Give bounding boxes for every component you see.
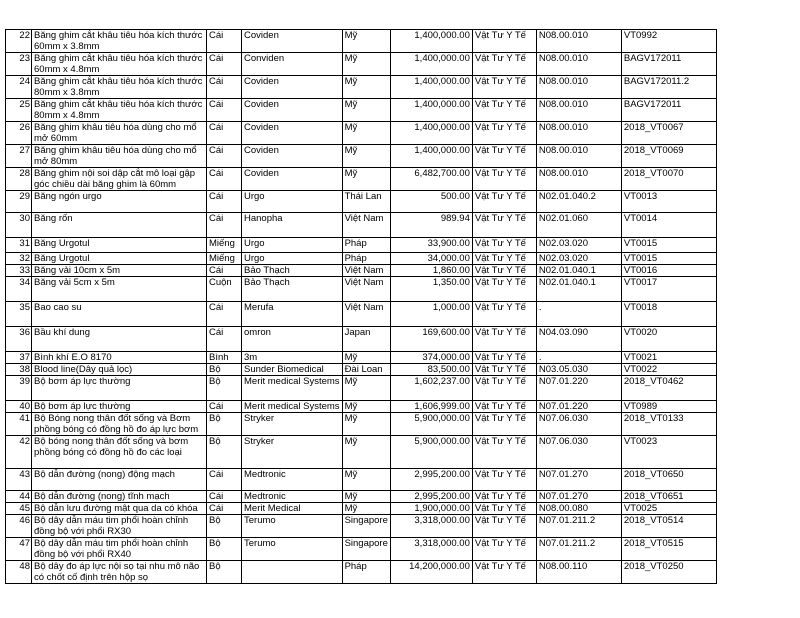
group-cell: Vật Tư Y Tế — [472, 145, 536, 168]
item-code-cell: VT0013 — [621, 191, 716, 213]
item-code-cell: VT0020 — [621, 327, 716, 352]
price-cell: 1,602,237.00 — [390, 376, 472, 401]
row-number: 29 — [6, 191, 32, 213]
country-cell: Mỹ — [342, 76, 390, 99]
unit-cell: Cái — [207, 401, 242, 413]
table-row — [6, 168, 717, 191]
item-code-cell: 2018_VT0515 — [621, 538, 716, 561]
maker-cell: Urgo — [242, 191, 343, 213]
row-number: 43 — [6, 469, 32, 491]
price-cell: 6,482,700.00 — [390, 168, 472, 191]
item-name: Băng ghim cắt khâu tiêu hóa kích thước 80mm x 4.8mm — [32, 99, 207, 122]
maker-cell: Coviden — [242, 168, 343, 191]
code-cell: N08.00.010 — [536, 168, 621, 191]
unit-cell: Cái — [207, 191, 242, 213]
unit-cell: Cái — [207, 302, 242, 327]
table-row — [6, 327, 717, 352]
table-row — [6, 302, 717, 327]
price-cell: 2,995,200.00 — [390, 491, 472, 503]
table-row — [6, 538, 717, 561]
table-row — [6, 238, 717, 253]
item-code-cell: VT0023 — [621, 436, 716, 469]
code-cell: N08.00.010 — [536, 76, 621, 99]
table-row — [6, 145, 717, 168]
group-cell: Vật Tư Y Tế — [472, 503, 536, 515]
group-cell: Vật Tư Y Tế — [472, 538, 536, 561]
unit-cell: Bộ — [207, 538, 242, 561]
item-name: Bộ dây dẫn máu tim phổi hoàn chỉnh đồng bộ với phổi RX30 — [32, 515, 207, 538]
item-name: Băng ghim cắt khâu tiêu hóa kích thước 60mm x 3.8mm — [32, 30, 207, 53]
row-number: 33 — [6, 265, 32, 277]
price-cell: 5,900,000.00 — [390, 436, 472, 469]
maker-cell: Hanopha — [242, 213, 343, 238]
group-cell: Vật Tư Y Tế — [472, 352, 536, 364]
item-code-cell: VT0017 — [621, 277, 716, 302]
item-code-cell: BAGV172011 — [621, 53, 716, 76]
country-cell: Mỹ — [342, 53, 390, 76]
item-name: Băng ghim cắt khâu tiêu hóa kích thước 80mm x 3.8mm — [32, 76, 207, 99]
table-row — [6, 30, 717, 53]
price-cell: 169,600.00 — [390, 327, 472, 352]
group-cell: Vật Tư Y Tế — [472, 122, 536, 145]
price-cell: 989.94 — [390, 213, 472, 238]
country-cell: Singapore — [342, 515, 390, 538]
item-code-cell: 2018_VT0650 — [621, 469, 716, 491]
code-cell: N04.03.090 — [536, 327, 621, 352]
table-row — [6, 436, 717, 469]
item-name: Bộ dẫn đường (nong) động mạch — [32, 469, 207, 491]
code-cell: N08.00.110 — [536, 561, 621, 584]
item-name: Bầu khí dung — [32, 327, 207, 352]
country-cell: Mỹ — [342, 122, 390, 145]
item-name: Bộ dây đo áp lực nội sọ tại nhu mô não có chốt cố định trên hộp sọ — [32, 561, 207, 584]
unit-cell: Cái — [207, 145, 242, 168]
table-row — [6, 364, 717, 376]
table-row — [6, 376, 717, 401]
country-cell: Mỹ — [342, 401, 390, 413]
maker-cell: 3m — [242, 352, 343, 364]
row-number: 41 — [6, 413, 32, 436]
price-cell: 34,000.00 — [390, 253, 472, 265]
item-code-cell: 2018_VT0651 — [621, 491, 716, 503]
table-row — [6, 213, 717, 238]
item-name: Bộ bóng nong thân đốt sống và bơm phồng bóng có đồng hồ đo các loại — [32, 436, 207, 469]
item-code-cell: VT0021 — [621, 352, 716, 364]
country-cell: Singapore — [342, 538, 390, 561]
item-name: Bộ dây dẫn máu tim phổi hoàn chỉnh đồng bộ với phổi RX40 — [32, 538, 207, 561]
table-body — [6, 30, 717, 584]
country-cell: Thái Lan — [342, 191, 390, 213]
row-number: 27 — [6, 145, 32, 168]
group-cell: Vật Tư Y Tế — [472, 515, 536, 538]
item-code-cell: VT0015 — [621, 253, 716, 265]
table-row — [6, 491, 717, 503]
supplies-table — [5, 29, 717, 584]
row-number: 48 — [6, 561, 32, 584]
maker-cell: Terumo — [242, 538, 343, 561]
row-number: 28 — [6, 168, 32, 191]
maker-cell: Terumo — [242, 515, 343, 538]
maker-cell: Merit medical Systems — [242, 401, 343, 413]
price-cell: 1,606,999.00 — [390, 401, 472, 413]
country-cell: Mỹ — [342, 145, 390, 168]
group-cell: Vật Tư Y Tế — [472, 99, 536, 122]
price-cell: 1,400,000.00 — [390, 76, 472, 99]
unit-cell: Cái — [207, 469, 242, 491]
table-row — [6, 561, 717, 584]
price-cell: 1,400,000.00 — [390, 122, 472, 145]
group-cell: Vật Tư Y Tế — [472, 491, 536, 503]
table-row — [6, 191, 717, 213]
unit-cell: Cái — [207, 168, 242, 191]
code-cell: N08.00.010 — [536, 122, 621, 145]
country-cell: Mỹ — [342, 469, 390, 491]
item-name: Băng ngón urgo — [32, 191, 207, 213]
price-cell: 2,995,200.00 — [390, 469, 472, 491]
row-number: 34 — [6, 277, 32, 302]
country-cell: Mỹ — [342, 413, 390, 436]
unit-cell: Cái — [207, 491, 242, 503]
item-code-cell: VT0015 — [621, 238, 716, 253]
country-cell: Việt Nam — [342, 213, 390, 238]
row-number: 24 — [6, 76, 32, 99]
group-cell: Vật Tư Y Tế — [472, 436, 536, 469]
unit-cell: Bình — [207, 352, 242, 364]
group-cell: Vật Tư Y Tế — [472, 561, 536, 584]
unit-cell: Cái — [207, 53, 242, 76]
price-cell: 3,318,000.00 — [390, 515, 472, 538]
row-number: 30 — [6, 213, 32, 238]
code-cell: N02.03.020 — [536, 253, 621, 265]
maker-cell: Coviden — [242, 76, 343, 99]
price-cell: 1,400,000.00 — [390, 99, 472, 122]
unit-cell: Bộ — [207, 561, 242, 584]
maker-cell: Conviden — [242, 53, 343, 76]
table-row — [6, 53, 717, 76]
table-row — [6, 76, 717, 99]
item-name: Băng Urgotul — [32, 238, 207, 253]
group-cell: Vật Tư Y Tế — [472, 364, 536, 376]
item-name: Băng ghim cắt khâu tiêu hóa kích thước 60mm x 4.8mm — [32, 53, 207, 76]
row-number: 39 — [6, 376, 32, 401]
maker-cell: Merit Medical — [242, 503, 343, 515]
maker-cell: Coviden — [242, 145, 343, 168]
maker-cell: Coviden — [242, 122, 343, 145]
item-code-cell: VT0025 — [621, 503, 716, 515]
maker-cell: Merufa — [242, 302, 343, 327]
code-cell: N07.01.211.2 — [536, 515, 621, 538]
country-cell: Mỹ — [342, 491, 390, 503]
maker-cell: Urgo — [242, 238, 343, 253]
unit-cell: Miếng — [207, 253, 242, 265]
unit-cell: Bộ — [207, 515, 242, 538]
code-cell: N07.01.270 — [536, 469, 621, 491]
code-cell: N07.01.220 — [536, 376, 621, 401]
group-cell: Vật Tư Y Tế — [472, 53, 536, 76]
item-name: Bộ bơm áp lực thường — [32, 376, 207, 401]
country-cell: Pháp — [342, 238, 390, 253]
row-number: 31 — [6, 238, 32, 253]
table-row — [6, 122, 717, 145]
code-cell: N02.01.040.1 — [536, 265, 621, 277]
code-cell: N03.05.030 — [536, 364, 621, 376]
item-code-cell: VT0014 — [621, 213, 716, 238]
row-number: 32 — [6, 253, 32, 265]
code-cell: N07.01.270 — [536, 491, 621, 503]
group-cell: Vật Tư Y Tế — [472, 213, 536, 238]
table-row — [6, 469, 717, 491]
maker-cell: Medtronic — [242, 469, 343, 491]
group-cell: Vật Tư Y Tế — [472, 265, 536, 277]
item-code-cell: 2018_VT0133 — [621, 413, 716, 436]
table-row — [6, 401, 717, 413]
country-cell: Mỹ — [342, 376, 390, 401]
maker-cell: Stryker — [242, 436, 343, 469]
item-code-cell: VT0018 — [621, 302, 716, 327]
group-cell: Vật Tư Y Tế — [472, 277, 536, 302]
maker-cell: Urgo — [242, 253, 343, 265]
row-number: 38 — [6, 364, 32, 376]
maker-cell: Sunder Biomedical — [242, 364, 343, 376]
unit-cell: Cái — [207, 327, 242, 352]
maker-cell: Merit medical Systems — [242, 376, 343, 401]
table-row — [6, 413, 717, 436]
code-cell: N02.01.060 — [536, 213, 621, 238]
unit-cell: Bộ — [207, 364, 242, 376]
table-row — [6, 99, 717, 122]
unit-cell: Cái — [207, 99, 242, 122]
table-row — [6, 352, 717, 364]
item-code-cell: VT0016 — [621, 265, 716, 277]
row-number: 35 — [6, 302, 32, 327]
table-row — [6, 503, 717, 515]
price-cell: 5,900,000.00 — [390, 413, 472, 436]
item-code-cell: 2018_VT0514 — [621, 515, 716, 538]
code-cell: N08.00.010 — [536, 99, 621, 122]
price-cell: 1,900,000.00 — [390, 503, 472, 515]
unit-cell: Miếng — [207, 238, 242, 253]
item-code-cell: VT0989 — [621, 401, 716, 413]
unit-cell: Cái — [207, 76, 242, 99]
price-cell: 500.00 — [390, 191, 472, 213]
maker-cell: Coviden — [242, 99, 343, 122]
code-cell: N07.06.030 — [536, 436, 621, 469]
group-cell: Vật Tư Y Tế — [472, 401, 536, 413]
item-name: Băng ghim nội soi dập cắt mô loại gập góc chiều dài băng ghim là 60mm — [32, 168, 207, 191]
item-code-cell: 2018_VT0462 — [621, 376, 716, 401]
price-cell: 1,400,000.00 — [390, 30, 472, 53]
table-row — [6, 253, 717, 265]
item-code-cell: 2018_VT0250 — [621, 561, 716, 584]
code-cell: N02.01.040.1 — [536, 277, 621, 302]
code-cell: N08.00.010 — [536, 53, 621, 76]
price-cell: 3,318,000.00 — [390, 538, 472, 561]
maker-cell — [242, 561, 343, 584]
country-cell: Việt Nam — [342, 265, 390, 277]
row-number: 40 — [6, 401, 32, 413]
item-name: Băng ghim khâu tiêu hóa dùng cho mổ mở 60mm — [32, 122, 207, 145]
unit-cell: Cái — [207, 213, 242, 238]
item-code-cell: 2018_VT0067 — [621, 122, 716, 145]
item-name: Băng vải 5cm x 5m — [32, 277, 207, 302]
item-name: Bình khí E.O 8170 — [32, 352, 207, 364]
country-cell: Việt Nam — [342, 277, 390, 302]
group-cell: Vật Tư Y Tế — [472, 30, 536, 53]
row-number: 45 — [6, 503, 32, 515]
item-name: Băng ghim khâu tiêu hóa dùng cho mổ mở 80mm — [32, 145, 207, 168]
unit-cell: Cái — [207, 30, 242, 53]
item-code-cell: VT0992 — [621, 30, 716, 53]
item-name: Bộ bơm áp lực thường — [32, 401, 207, 413]
code-cell: N08.00.080 — [536, 503, 621, 515]
table-row — [6, 277, 717, 302]
item-name: Băng vải 10cm x 5m — [32, 265, 207, 277]
country-cell: Mỹ — [342, 99, 390, 122]
unit-cell: Cái — [207, 265, 242, 277]
code-cell: N08.00.010 — [536, 145, 621, 168]
group-cell: Vật Tư Y Tế — [472, 168, 536, 191]
maker-cell: omron — [242, 327, 343, 352]
unit-cell: Bộ — [207, 376, 242, 401]
unit-cell: Cuộn — [207, 277, 242, 302]
price-cell: 1,400,000.00 — [390, 53, 472, 76]
code-cell: N07.01.220 — [536, 401, 621, 413]
group-cell: Vật Tư Y Tế — [472, 191, 536, 213]
code-cell: N02.01.040.2 — [536, 191, 621, 213]
code-cell: . — [536, 352, 621, 364]
item-name: Blood line(Dây quả lọc) — [32, 364, 207, 376]
table-row — [6, 515, 717, 538]
group-cell: Vật Tư Y Tế — [472, 302, 536, 327]
country-cell: Japan — [342, 327, 390, 352]
item-name: Bao cao su — [32, 302, 207, 327]
country-cell: Mỹ — [342, 436, 390, 469]
country-cell: Pháp — [342, 561, 390, 584]
country-cell: Mỹ — [342, 168, 390, 191]
price-cell: 33,900.00 — [390, 238, 472, 253]
country-cell: Pháp — [342, 253, 390, 265]
code-cell: N07.01.211.2 — [536, 538, 621, 561]
item-code-cell: 2018_VT0069 — [621, 145, 716, 168]
maker-cell: Coviden — [242, 30, 343, 53]
row-number: 25 — [6, 99, 32, 122]
row-number: 37 — [6, 352, 32, 364]
unit-cell: Bộ — [207, 413, 242, 436]
unit-cell: Cái — [207, 122, 242, 145]
code-cell: . — [536, 302, 621, 327]
item-code-cell: 2018_VT0070 — [621, 168, 716, 191]
row-number: 46 — [6, 515, 32, 538]
maker-cell: Medtronic — [242, 491, 343, 503]
group-cell: Vật Tư Y Tế — [472, 413, 536, 436]
row-number: 36 — [6, 327, 32, 352]
row-number: 22 — [6, 30, 32, 53]
row-number: 42 — [6, 436, 32, 469]
country-cell: Mỹ — [342, 352, 390, 364]
row-number: 23 — [6, 53, 32, 76]
country-cell: Mỹ — [342, 503, 390, 515]
maker-cell: Bảo Thạch — [242, 265, 343, 277]
price-cell: 1,000.00 — [390, 302, 472, 327]
group-cell: Vật Tư Y Tế — [472, 469, 536, 491]
country-cell: Mỹ — [342, 30, 390, 53]
price-cell: 14,200,000.00 — [390, 561, 472, 584]
price-cell: 374,000.00 — [390, 352, 472, 364]
item-code-cell: BAGV172011.2 — [621, 76, 716, 99]
group-cell: Vật Tư Y Tế — [472, 253, 536, 265]
group-cell: Vật Tư Y Tế — [472, 376, 536, 401]
group-cell: Vật Tư Y Tế — [472, 76, 536, 99]
price-cell: 1,860.00 — [390, 265, 472, 277]
item-name: Bộ dẫn lưu đường mật qua da có khóa — [32, 503, 207, 515]
code-cell: N07.06.030 — [536, 413, 621, 436]
group-cell: Vật Tư Y Tế — [472, 327, 536, 352]
price-cell: 83,500.00 — [390, 364, 472, 376]
code-cell: N08.00.010 — [536, 30, 621, 53]
item-code-cell: VT0022 — [621, 364, 716, 376]
code-cell: N02.03.020 — [536, 238, 621, 253]
price-cell: 1,400,000.00 — [390, 145, 472, 168]
item-name: Bộ dẫn đường (nong) tĩnh mạch — [32, 491, 207, 503]
country-cell: Đài Loan — [342, 364, 390, 376]
unit-cell: Bộ — [207, 436, 242, 469]
item-name: Bộ Bóng nong thân đốt sống và Bơm phồng bóng có đồng hồ đo áp lực bơm — [32, 413, 207, 436]
row-number: 26 — [6, 122, 32, 145]
row-number: 47 — [6, 538, 32, 561]
row-number: 44 — [6, 491, 32, 503]
maker-cell: Bảo Thạch — [242, 277, 343, 302]
group-cell: Vật Tư Y Tế — [472, 238, 536, 253]
country-cell: Việt Nam — [342, 302, 390, 327]
item-code-cell: BAGV172011 — [621, 99, 716, 122]
price-cell: 1,350.00 — [390, 277, 472, 302]
maker-cell: Stryker — [242, 413, 343, 436]
item-name: Băng rốn — [32, 213, 207, 238]
unit-cell: Cái — [207, 503, 242, 515]
item-name: Băng Urgotul — [32, 253, 207, 265]
table-row — [6, 265, 717, 277]
